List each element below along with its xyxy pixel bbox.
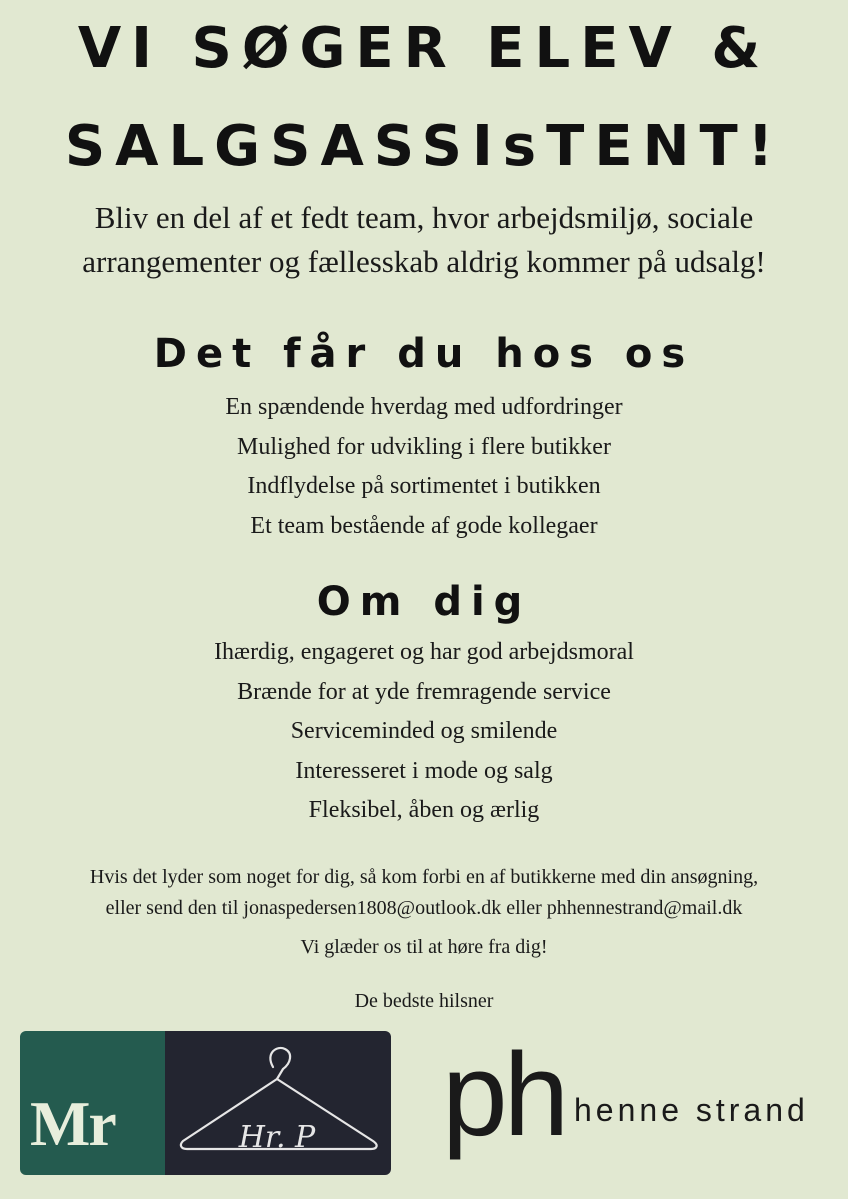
- headline-line2: SALGSASSIsTENT!: [64, 114, 784, 179]
- closing-text: Vi glæder os til at høre fra dig!: [300, 936, 548, 958]
- contact-line2: eller send den til jonaspedersen1808@outlook.dk eller phhennestrand@mail.dk: [105, 897, 743, 919]
- contact-line1: Hvis det lyder som noget for dig, så kom forbi en af butikkerne med din ansøgning,: [89, 866, 759, 888]
- about-title: Om dig: [316, 579, 532, 625]
- list-item: Fleksibel, åben og ærlig: [308, 797, 540, 823]
- headline-line1: VI SØGER ELEV &: [77, 16, 771, 81]
- about-list: [0, 633, 848, 831]
- intro-line1: Bliv en del af et fedt team, hvor arbejdsmiljø, sociale: [94, 200, 754, 235]
- hanger-icon: [165, 1031, 391, 1175]
- ph-henne-strand-logo: [442, 1029, 842, 1170]
- list-item: Et team bestående af gode kollegaer: [250, 512, 598, 539]
- hrp-logo-text: Hr. P: [238, 1120, 316, 1155]
- mr-logo-panel: [20, 1031, 165, 1175]
- intro-line2: arrangementer og fællesskab aldrig kommer på udsalg!: [82, 244, 766, 279]
- list-item: Mulighed for udvikling i flere butikker: [237, 433, 611, 460]
- list-item: Serviceminded og smilende: [290, 718, 558, 744]
- hrp-logo-panel: [165, 1031, 391, 1175]
- list-item: Ihærdig, engageret og har god arbejdsmoral: [214, 639, 634, 665]
- mr-logo-text: Mr: [30, 1088, 115, 1159]
- list-item: Brænde for at yde fremragende service: [237, 678, 611, 705]
- list-item: Interesseret i mode og salg: [295, 757, 553, 784]
- benefits-list: [0, 388, 848, 546]
- signoff-text: De bedste hilsner: [354, 990, 494, 1012]
- intro-text: [0, 196, 848, 284]
- ph-logo-mark: ph: [442, 1029, 566, 1161]
- ph-logo-wordmark: henne strand: [574, 1092, 809, 1128]
- list-item: Indflydelse på sortimentet i butikken: [247, 473, 601, 499]
- list-item: En spændende hverdag med udfordringer: [225, 394, 623, 420]
- contact-text: [0, 862, 848, 924]
- mr-hrp-logo: [20, 1031, 391, 1175]
- benefits-title: Det får du hos os: [153, 331, 695, 377]
